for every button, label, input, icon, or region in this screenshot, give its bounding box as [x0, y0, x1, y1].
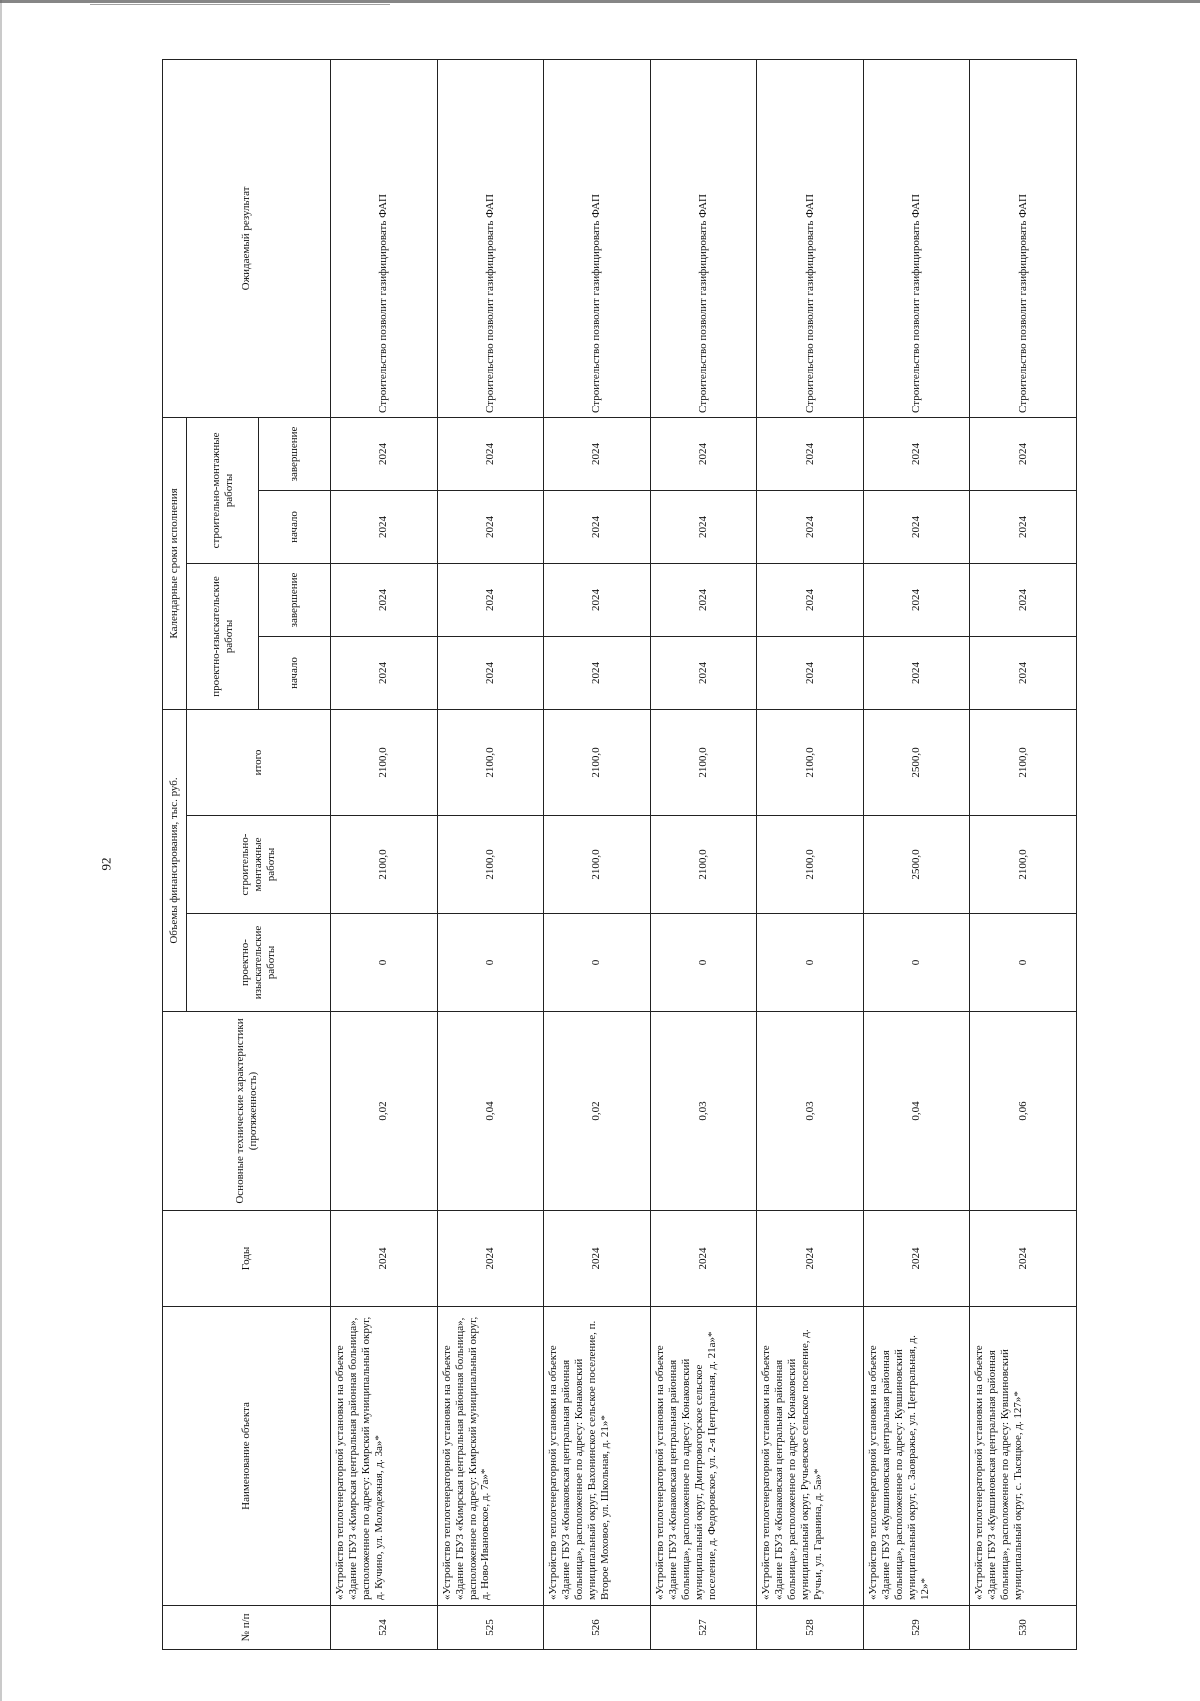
row-fin-build: 2100,0: [970, 816, 1077, 914]
header-cal-build: строительно-монтажные работы: [187, 417, 259, 563]
header-num: № п/п: [163, 1606, 331, 1650]
header-result: Ожидаемый результат: [163, 59, 331, 417]
row-fin-build: 2100,0: [757, 816, 864, 914]
header-design-start: начало: [259, 636, 331, 709]
row-fin-build: 2100,0: [437, 816, 544, 914]
header-design-end: завершение: [259, 563, 331, 636]
row-tech: 0,03: [757, 1012, 864, 1211]
row-result: Строительство позволит газифицировать ФАП: [544, 59, 651, 417]
row-object-name: «Устройство теплогенераторной установки на объекте «Здание ГБУЗ «Кимрская центральная районная больница», расположенное по адресу: Кимрский муниципальный округ, д. Ново-Ивановское, д. 7а»*: [437, 1307, 544, 1606]
row-year: 2024: [331, 1211, 438, 1307]
row-num: 527: [650, 1606, 757, 1650]
row-fin-design: 0: [650, 914, 757, 1012]
row-result: Строительство позволит газифицировать ФАП: [757, 59, 864, 417]
row-year: 2024: [970, 1211, 1077, 1307]
row-fin-total: 2100,0: [331, 709, 438, 815]
table-row: [863, 59, 970, 1649]
header-finance-total: итого: [187, 709, 331, 815]
row-object-name: «Устройство теплогенераторной установки на объекте «Здание ГБУЗ «Конаковская центральная районная больница», расположенное по адресу: Конаковский муниципальный округ, Вахонинское сельское поселение, п. Второе Моховое, ул. Школьная, д. 21»*: [544, 1307, 651, 1606]
row-design-end: 2024: [650, 563, 757, 636]
row-build-start: 2024: [650, 490, 757, 563]
row-fin-design: 0: [437, 914, 544, 1012]
row-design-end: 2024: [863, 563, 970, 636]
row-tech: 0,02: [331, 1012, 438, 1211]
table-row: [650, 59, 757, 1649]
row-build-end: 2024: [544, 417, 651, 490]
table-row: [970, 59, 1077, 1649]
header-build-end: завершение: [259, 417, 331, 490]
row-fin-total: 2100,0: [437, 709, 544, 815]
row-build-start: 2024: [437, 490, 544, 563]
row-fin-design: 0: [544, 914, 651, 1012]
header-calendar: Календарные сроки исполнения: [163, 417, 187, 709]
row-build-start: 2024: [970, 490, 1077, 563]
row-build-end: 2024: [757, 417, 864, 490]
row-num: 526: [544, 1606, 651, 1650]
rotated-table-container: [162, 60, 1077, 1650]
table-row: [437, 59, 544, 1649]
row-fin-total: 2100,0: [544, 709, 651, 815]
row-build-end: 2024: [437, 417, 544, 490]
header-finance-build: строительно-монтажные работы: [187, 816, 331, 914]
row-tech: 0,04: [437, 1012, 544, 1211]
row-build-start: 2024: [863, 490, 970, 563]
header-finance: Объемы финансирования, тыс. руб.: [163, 709, 187, 1011]
row-object-name: «Устройство теплогенераторной установки на объекте «Здание ГБУЗ «Кувшиновская центральная районная больница», расположенное по адресу: Кувшиновский муниципальный округ, с. Тысяцкое, д. 127»*: [970, 1307, 1077, 1606]
header-name: Наименование объекта: [163, 1307, 331, 1606]
row-tech: 0,06: [970, 1012, 1077, 1211]
row-num: 525: [437, 1606, 544, 1650]
table-header: [163, 59, 331, 1649]
scan-mark: [90, 4, 390, 5]
scan-top-edge: [0, 0, 1200, 3]
row-result: Строительство позволит газифицировать ФАП: [650, 59, 757, 417]
header-tech: Основные технические характеристики (протяженность): [163, 1012, 331, 1211]
table-row: [757, 59, 864, 1649]
row-build-start: 2024: [544, 490, 651, 563]
row-result: Строительство позволит газифицировать ФАП: [970, 59, 1077, 417]
table-body: [331, 59, 1077, 1649]
table-row: [544, 59, 651, 1649]
objects-table: [162, 59, 1077, 1650]
row-fin-design: 0: [331, 914, 438, 1012]
row-object-name: «Устройство теплогенераторной установки на объекте «Здание ГБУЗ «Кимрская центральная районная больница», расположенное по адресу: Кимрский муниципальный округ, д. Кучино, ул. Молодежная, д. 3а»*: [331, 1307, 438, 1606]
row-design-end: 2024: [331, 563, 438, 636]
row-fin-design: 0: [863, 914, 970, 1012]
row-build-end: 2024: [331, 417, 438, 490]
row-build-end: 2024: [970, 417, 1077, 490]
header-build-start: начало: [259, 490, 331, 563]
row-tech: 0,03: [650, 1012, 757, 1211]
row-num: 530: [970, 1606, 1077, 1650]
row-design-end: 2024: [437, 563, 544, 636]
row-fin-build: 2100,0: [331, 816, 438, 914]
row-design-start: 2024: [437, 636, 544, 709]
row-fin-total: 2100,0: [650, 709, 757, 815]
row-fin-build: 2100,0: [544, 816, 651, 914]
row-result: Строительство позволит газифицировать ФАП: [863, 59, 970, 417]
header-finance-design: проектно-изыскательские работы: [187, 914, 331, 1012]
row-tech: 0,02: [544, 1012, 651, 1211]
row-num: 529: [863, 1606, 970, 1650]
row-design-start: 2024: [331, 636, 438, 709]
row-design-start: 2024: [650, 636, 757, 709]
row-fin-design: 0: [970, 914, 1077, 1012]
row-num: 524: [331, 1606, 438, 1650]
row-year: 2024: [544, 1211, 651, 1307]
row-result: Строительство позволит газифицировать ФАП: [437, 59, 544, 417]
row-build-start: 2024: [757, 490, 864, 563]
row-num: 528: [757, 1606, 864, 1650]
row-design-start: 2024: [970, 636, 1077, 709]
row-object-name: «Устройство теплогенераторной установки на объекте «Здание ГБУЗ «Конаковская центральная районная больница», расположенное по адресу: Конаковский муниципальный округ, Ручьевское сельское поселение, д. Ручьи, ул. Гаранина, д. 5а»*: [757, 1307, 864, 1606]
row-object-name: «Устройство теплогенераторной установки на объекте «Здание ГБУЗ «Конаковская центральная районная больница», расположенное по адресу: Конаковский муниципальный округ, Дмитровогорское сельское поселение, д. Федоровское, ул. 2-я Центральная, д. 21а»*: [650, 1307, 757, 1606]
row-fin-total: 2100,0: [970, 709, 1077, 815]
row-year: 2024: [650, 1211, 757, 1307]
table-row: [331, 59, 438, 1649]
page-number: 92: [98, 857, 114, 871]
row-fin-build: 2500,0: [863, 816, 970, 914]
scan-left-edge: [0, 0, 2, 1701]
header-cal-design: проектно-изыскательские работы: [187, 563, 259, 709]
row-design-start: 2024: [757, 636, 864, 709]
row-build-end: 2024: [863, 417, 970, 490]
row-design-start: 2024: [544, 636, 651, 709]
row-year: 2024: [437, 1211, 544, 1307]
row-fin-design: 0: [757, 914, 864, 1012]
row-tech: 0,04: [863, 1012, 970, 1211]
row-design-start: 2024: [863, 636, 970, 709]
row-fin-total: 2500,0: [863, 709, 970, 815]
row-fin-total: 2100,0: [757, 709, 864, 815]
row-year: 2024: [757, 1211, 864, 1307]
row-design-end: 2024: [757, 563, 864, 636]
row-design-end: 2024: [544, 563, 651, 636]
row-build-start: 2024: [331, 490, 438, 563]
row-build-end: 2024: [650, 417, 757, 490]
row-year: 2024: [863, 1211, 970, 1307]
row-fin-build: 2100,0: [650, 816, 757, 914]
header-years: Годы: [163, 1211, 331, 1307]
row-object-name: «Устройство теплогенераторной установки на объекте «Здание ГБУЗ «Кувшиновская центральная районная больница», расположенное по адресу: Кувшиновский муниципальный округ, с. Заовражье, ул. Центральная, д. 12»*: [863, 1307, 970, 1606]
row-result: Строительство позволит газифицировать ФАП: [331, 59, 438, 417]
row-design-end: 2024: [970, 563, 1077, 636]
